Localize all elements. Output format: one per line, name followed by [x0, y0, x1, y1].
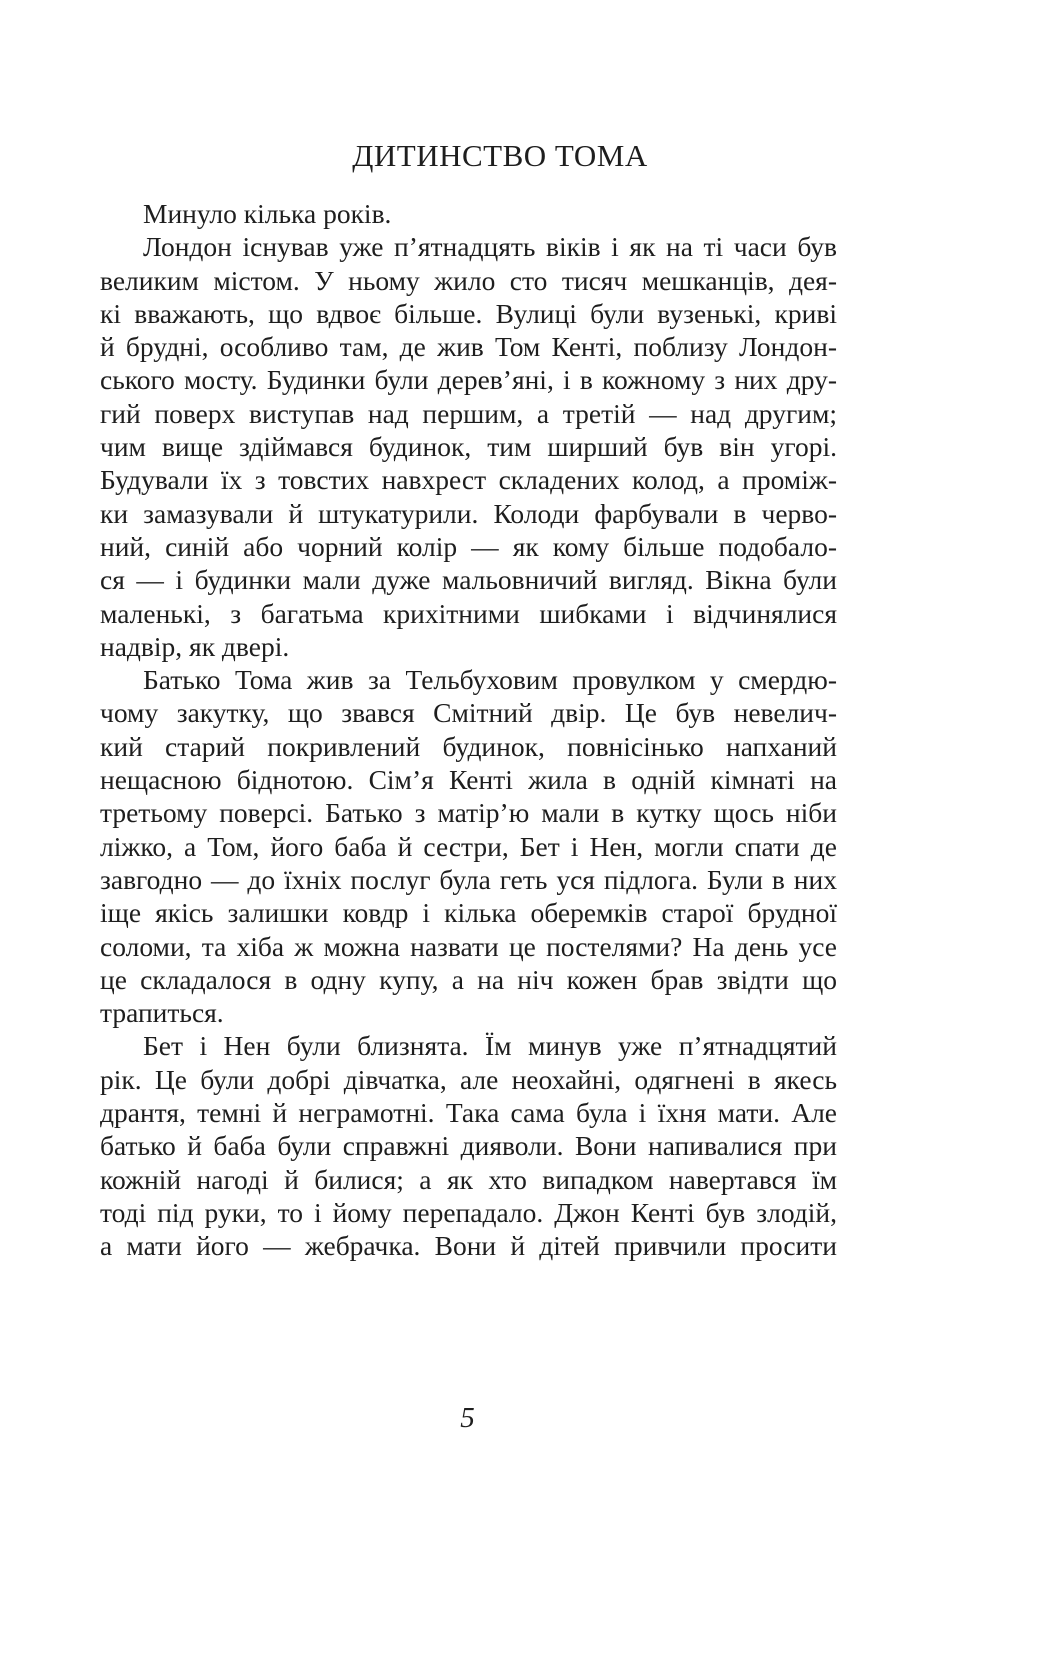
text-line: чим вище здіймався будинок, тим ширший був він угорі. [100, 431, 837, 463]
text-line: ського мосту. Будинки були дерев’яні, і в кожному з них дру- [100, 364, 837, 396]
text-line: іще якісь залишки ковдр і кілька оберемків старої брудної [100, 897, 837, 929]
text-line: тоді під руки, то і йому перепадало. Джон Кенті був злодій, [100, 1196, 837, 1228]
text-line: завгодно — до їхніх послуг була геть уся підлога. Були в них [100, 863, 837, 895]
text-line: ний, синій або чорний колір — як кому більше подобало- [100, 530, 837, 562]
text-line: Батько Тома жив за Тельбуховим провулком у смердю- [143, 664, 837, 696]
text-line: соломи, та хіба ж можна назвати це постелями? На день усе [100, 930, 837, 962]
text-line: кожній нагоді й билися; а як хто випадком навертався їм [100, 1163, 837, 1195]
text-line: Будували їх з товстих навхрест складених колод, а промiж- [100, 464, 837, 496]
text-line: трапиться. [100, 997, 224, 1029]
text-line: Лондон існував уже п’ятнадцять віків і як на ті часи був [143, 231, 837, 263]
text-line: кі вважають, що вдвоє більше. Вулиці були вузенькі, криві [100, 297, 837, 329]
text-line: Минуло кілька років. [143, 198, 392, 229]
text-line: великим містом. У ньому жило сто тисяч мешканців, дея- [100, 264, 837, 296]
text-line: дрантя, темні й неграмотні. Така сама була і їхня мати. Але [100, 1097, 837, 1129]
text-line: маленькі, з багатьма крихітними шибками і відчинялися [100, 597, 837, 629]
text-line: кий старий покривлений будинок, повнісінько напханий [100, 730, 837, 762]
text-line: а мати його — жебрачка. Вони й дітей привчили просити [100, 1230, 837, 1262]
text-line: рік. Це були добрі дівчатка, але неохайні, одягнені в якесь [100, 1063, 837, 1095]
text-line: гий поверх виступав над першим, а третій — над другим; [100, 397, 837, 429]
text-line: надвір, як двері. [100, 630, 290, 662]
text-line: Бет і Нен були близнята. Їм минув уже п’ятнадцятий [143, 1030, 837, 1062]
text-line: й брудні, особливо там, де жив Том Кенті, поблизу Лондон- [100, 331, 837, 363]
text-line: чому закутку, що звався Смітний двір. Це був невелич- [100, 697, 837, 729]
text-line: це складалося в одну купу, а на ніч кожен брав звідти що [100, 963, 837, 995]
text-line: ліжко, а Том, його баба й сестри, Бет і Нен, могли спати де [100, 830, 837, 862]
chapter-title: ДИТИНСТВО ТОМА [352, 138, 648, 173]
page-number: 5 [460, 1402, 475, 1434]
text-line: ки замазували й штукатурили. Колоди фарбували в черво- [100, 497, 837, 529]
text-line: нещасною біднотою. Сім’я Кенті жила в одній кімнаті на [100, 764, 837, 796]
text-line: третьому поверсі. Батько з матір’ю мали в кутку щось ніби [100, 797, 837, 829]
text-line: ся — і будинки мали дуже мальовничий вигляд. Вікна були [100, 564, 837, 596]
body-text [100, 197, 837, 1263]
text-line: батько й баба були справжні дияволи. Вони напивалися при [100, 1130, 837, 1162]
